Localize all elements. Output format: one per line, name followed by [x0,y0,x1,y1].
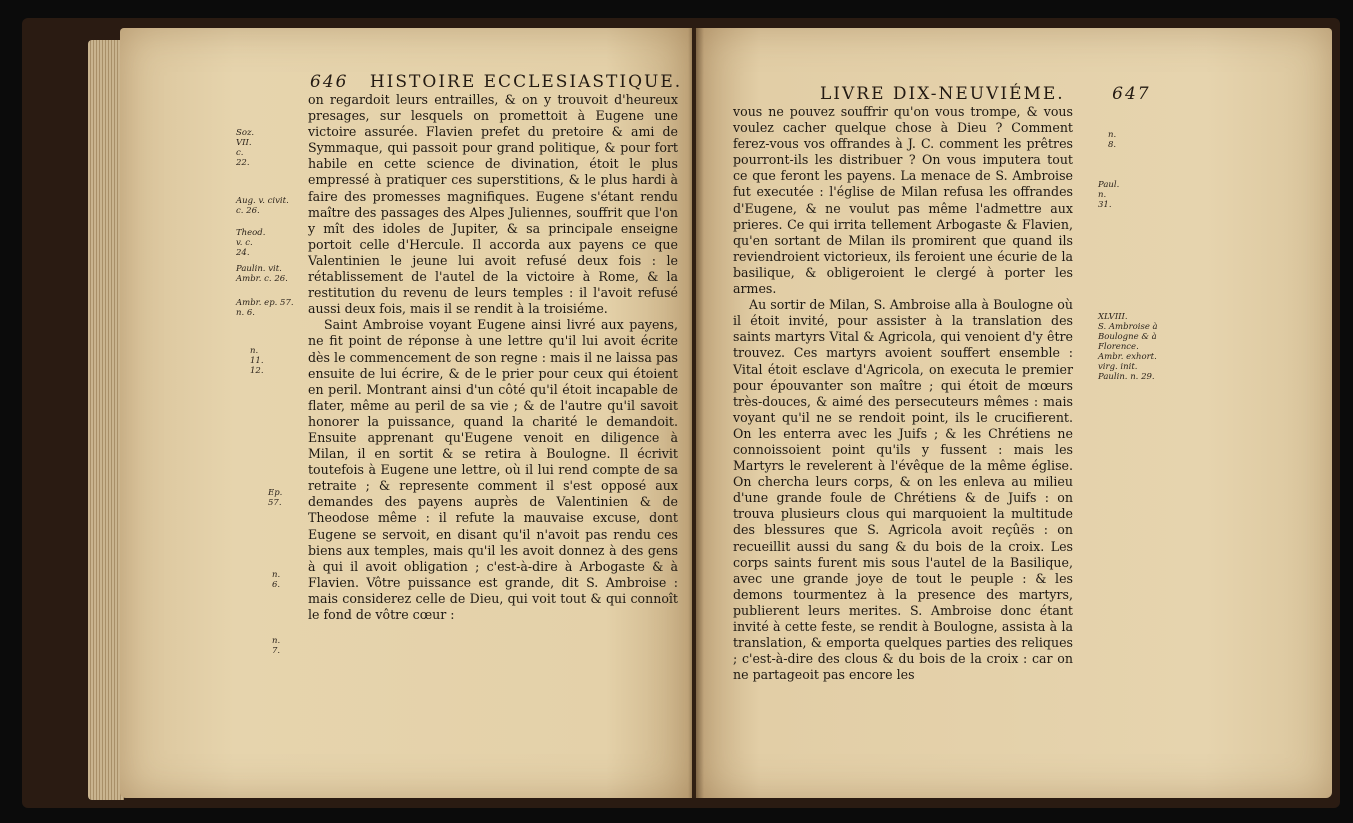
left-running-title: HISTOIRE ECCLESIASTIQUE. [369,72,683,92]
margin-note: Ambr. ep. 57. n. 6. [236,298,294,318]
margin-note: XLVIII. S. Ambroise à Boulogne & à Florence. Ambr. exhort. virg. init. Paulin. n. 29. [1098,312,1158,382]
right-running-title: LIVRE DIX-NEUVIÉME. [820,84,1065,104]
margin-note: Theod. v. c. 24. [236,228,266,258]
right-paragraph: vous ne pouvez souffrir qu'on vous trompe, & vous voulez cacher quelque chose à Dieu ? Comment ferez-vous vos offrandes à J. C. comment les prêtres pourront-ils les distribuer ? On vous imputera tout ce que feront les payens. La menace de S. Ambroise fut executée : l'église de Milan refusa les offrandes d'Eugene, & ne voulut pas même l'admettre aux prieres. Ce qui irrita tellement Arbogaste & Flavien, qu'en sortant de Milan ils promirent que quand ils reviendroient victorieux, ils feroient une écurie de la basilique, & obligeroient le clergé à porter les armes. [733,104,1073,297]
left-paragraph: on regardoit leurs entrailles, & on y trouvoit d'heureux presages, sur lesquels on promettoit à Eugene une victoire assurée. Flavien prefet du pretoire & ami de Symmaque, qui passoit pour grand politique, & pour fort habile en cette science de divination, étoit le plus empressé à pratiquer ces superstitions, & le plus hardi à faire des promesses magnifiques. Eugene s'étant rendu maître des passages des Alpes Juliennes, souffrit que l'on y mît des idoles de Jupiter, & sa principale enseigne portoit celle d'Hercule. Il accorda aux payens ce que Valentinien le jeune lui avoit refusé deux fois : le rétablissement de l'autel de la victoire à Rome, & la restitution du revenu de leurs temples : il l'avoit refusé aussi deux fois, mais il se rendit à la troisiéme. [308,92,678,317]
left-page-number: 646 [310,72,349,92]
margin-note: n. 6. [272,570,281,590]
right-paragraph: Au sortir de Milan, S. Ambroise alla à Boulogne où il étoit invité, pour assister à la translation des saints martyrs Vital & Agricola, qui venoient d'y être trouvez. Ces martyrs avoient souffert ensemble : Vital étoit esclave d'Agricola, on executa le premier pour épouvanter son maître ; qui étoit de mœurs très-douces, & aimé des persecuteurs mêmes : mais voyant qu'il ne se rendoit point, ils le crucifierent. On les enterra avec les Juifs ; & les Chrétiens ne connoissoient point qu'ils y fussent : mais les Martyrs le revelerent à l'évêque de la même église. On chercha leurs corps, & on les enleva au milieu d'une grande foule de Chrétiens & de Juifs : on trouva plusieurs clous qui marquoient la multitude des blessures que S. Agricola avoit reçûës : on recueillit aussi du sang & du bois de la croix. Les corps saints furent mis sous l'autel de la Basilique, avec une grande joye de tout le peuple : & les demons tourmentez à la presence des martyrs, publierent leurs merites. S. Ambroise donc étant invité à cette feste, se rendit à Boulogne, assista à la translation, & emporta quelques parties des reliques ; c'est-à-dire des clous & du bois de la croix : car on ne partageoit pas encore les [733,297,1073,683]
margin-note: Soz. VII. c. 22. [236,128,255,168]
margin-note: Aug. v. civit. c. 26. [236,196,289,216]
margin-note: Paulin. vit. Ambr. c. 26. [236,264,288,284]
margin-note: n. 7. [272,636,281,656]
left-body-text [308,92,678,623]
left-running-head [310,72,682,92]
right-running-head [820,84,1151,104]
margin-note: n. 8. [1108,130,1117,150]
book-gutter [688,28,704,798]
margin-note: Paul. n. 31. [1098,180,1120,210]
margin-note: Ep. 57. [268,488,283,508]
margin-note: n. 11. 12. [250,346,264,376]
left-paragraph: Saint Ambroise voyant Eugene ainsi livré aux payens, ne fit point de réponse à une lettre qu'il lui avoit écrite dès le commencement de son regne : mais il ne laissa pas ensuite de lui écrire, & de le prier pour ceux qui étoient en peril. Montrant ainsi d'un côté qu'il étoit incapable de flater, même au peril de sa vie ; & de l'autre qu'il savoit honorer la puissance, quand la charité le demandoit. Ensuite apprenant qu'Eugene venoit en diligence à Milan, il en sortit & se retira à Boulogne. Il écrivit toutefois à Eugene une lettre, où il lui rend compte de sa retraite ; & represente comment il s'est opposé aux demandes des payens auprès de Valentinien & de Theodose même : il refute la mauvaise excuse, dont Eugene se servoit, en disant qu'il n'avoit pas rendu ces biens aux temples, mais qu'il les avoit donnez à des gens à qui il avoit obligation ; c'est-à-dire à Arbogaste & à Flavien. Vôtre puissance est grande, dit S. Ambroise : mais considerez celle de Dieu, qui voit tout & qui connoît le fond de vôtre cœur : [308,317,678,622]
right-body-text [733,104,1073,683]
page-edges [88,40,124,800]
right-page-number: 647 [1112,84,1151,104]
